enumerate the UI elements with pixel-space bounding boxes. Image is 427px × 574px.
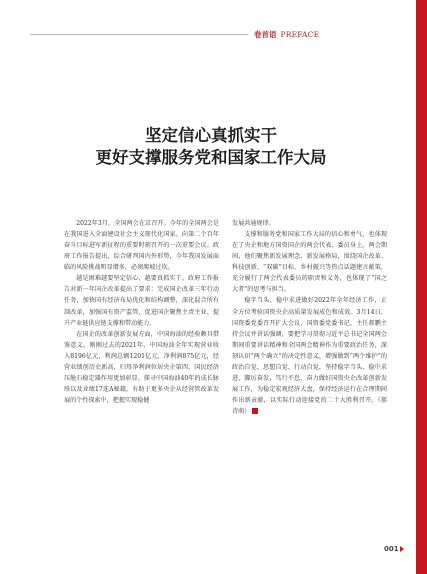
right-text-column bbox=[232, 218, 387, 417]
section-label-en: PREFACE bbox=[280, 29, 320, 39]
section-header bbox=[254, 28, 416, 40]
left-text-column bbox=[64, 218, 219, 406]
title-line-1: 坚定信心真抓实干 bbox=[145, 126, 277, 145]
page-number-text: 001 bbox=[384, 545, 399, 553]
end-mark-icon bbox=[252, 408, 258, 414]
body-paragraph: 支撑和服务党和国家工作大局的信心和勇气，也体现在了央企和地方国资国企的两会代表、委员身上。两会期间，他们聚焦新发展理念、新发展格局，围绕国企改革、科技创新、“双碳”目标、乡村振兴等热点话题建言献策，充分履行了两会代表委员的职责和义务，也体现了“国之大者”的思考与担当。 bbox=[232, 231, 387, 294]
body-paragraph: 在国企的改革创新发展方面，中国海油的经验颇具借鉴意义。刚刚过去的2021年，中国海油全年实现营业收入8196亿元，利润总额1201亿元、净利润875亿元，经营业绩创历史新高，归母净利润位居央企第四，国民经济压舱石稳定器作用更加彰显。探寻中国海油40年的成长脉络以及业绩17连A秘籍，有助于更多央企从经营管改革发展的个性探索中，把握实现稳健 bbox=[64, 330, 219, 404]
closing-text: 稳字当头、稳中求进做好2022年全年经济工作，正全方位考验国资央企高质量发展成色和成效。3月14日，国资委党委召开扩大会议，国资委党委书记、主任郝鹏主持会议并讲话强调，要把学习贯彻习近平总书记全国两会期间重要讲话精神和全国两会精神作为重要政治任务，深刻认识“两个确立”的决定性意义，增强做到“两个维护”的政治自觉、思想自觉、行动自觉，坚持稳字当头、稳中求进，脚厉奋发，笃行不怠，奋力做好国资央企改革创新发展工作，为稳定宏观经济大盘，保持经济运行在合理期间作出新贡献，以实际行动迎接党的二十大胜利召开。（郝诗萌） bbox=[232, 297, 387, 416]
body-paragraph-last bbox=[232, 295, 387, 417]
red-edge-strip bbox=[416, 0, 427, 574]
body-paragraph: 越是困难越要坚定信心、越要真抓实干。政府工作报告对新一年国企改革提出了要求：完成国企改革三年行动任务，加快国有经济布局优化和结构调整，深化混合所有制改革，加强国有资产监管，促进国企聚焦主责主业、提升产业链供应链支撑和带动能力。 bbox=[64, 275, 219, 327]
body-paragraph: 发展共通规律。 bbox=[232, 220, 275, 227]
section-label-cn: 卷首语 bbox=[254, 29, 277, 39]
body-paragraph: 2022年3月，全国两会在京召开。今年的全国两会是在我国进入全面建设社会主义现代化国家、向第二个百年奋斗目标进军新征程的重要时刻召开的一次重要会议。政府工作报告提出，综合研判国内外形势，今年我国发展面临的风险挑战明显增多，必须爬坡过坎。 bbox=[64, 220, 219, 272]
title-line-2: 更好支撑服务党和国家工作大局 bbox=[95, 148, 327, 167]
header-rule bbox=[30, 34, 248, 35]
page-number bbox=[384, 544, 412, 554]
page-arrow-icon bbox=[400, 546, 404, 552]
article-title bbox=[30, 125, 392, 169]
